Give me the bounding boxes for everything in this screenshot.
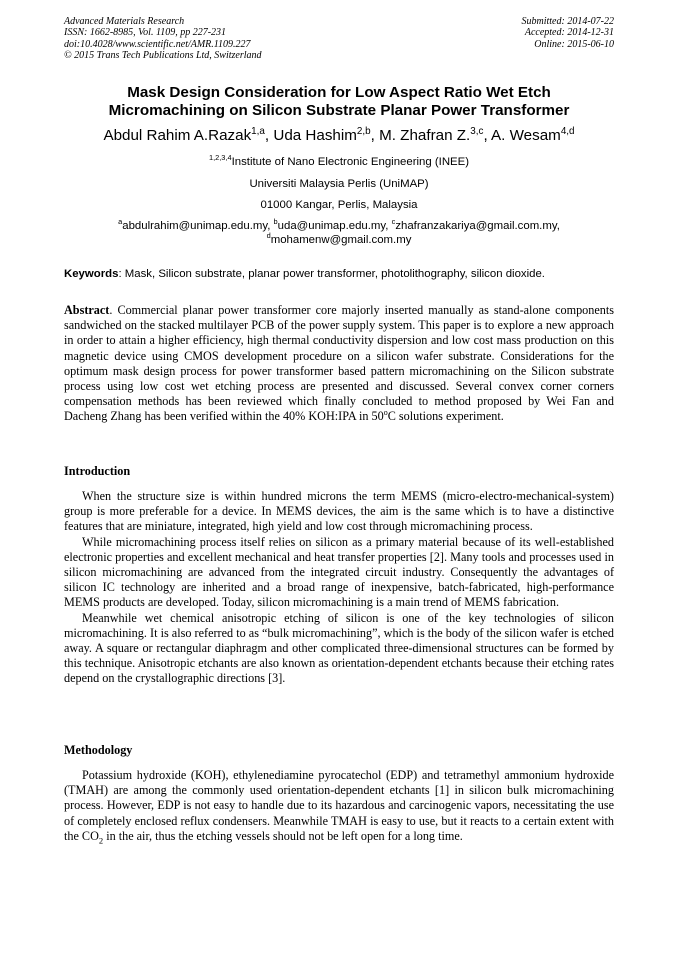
- affiliation-line-1: Institute of Nano Electronic Engineering (INEE): [231, 156, 470, 168]
- email-a-sup: a: [118, 217, 123, 227]
- author-4: , A. Wesam: [483, 127, 561, 144]
- author-4-sup: 4,d: [560, 125, 575, 137]
- methodology-paragraph-1: [64, 768, 614, 844]
- paper-title: [40, 84, 638, 120]
- methodology-heading: Methodology: [64, 743, 133, 757]
- author-3-sup: 3,c: [470, 125, 484, 137]
- author-2: , Uda Hashim: [264, 127, 357, 144]
- journal-doi: doi:10.4028/www.scientific.net/AMR.1109.227: [64, 38, 251, 50]
- affiliation-university: Universiti Malaysia Perlis (UniMAP): [249, 178, 429, 190]
- title-line-1: Mask Design Consideration for Low Aspect Ratio Wet Etch: [127, 84, 551, 101]
- co2-subscript: 2: [98, 835, 104, 846]
- email-b-sup: b: [273, 217, 278, 227]
- email-c-sup: c: [391, 217, 396, 227]
- keywords-label: Keywords: [64, 268, 119, 280]
- abstract-text-2: C solutions experiment.: [387, 409, 504, 424]
- abstract: [64, 303, 614, 425]
- introduction-body: [64, 489, 614, 687]
- email-line-2: [40, 233, 638, 247]
- author-3: , M. Zhafran Z.: [370, 127, 471, 144]
- email-b[interactable]: uda@unimap.edu.my,: [277, 220, 392, 232]
- methodology-body: [64, 768, 614, 844]
- journal-name: Advanced Materials Research: [64, 16, 185, 27]
- abstract-label: Abstract: [64, 303, 110, 317]
- email-line-1: [40, 219, 638, 233]
- submission-dates: [522, 16, 615, 50]
- affiliation-institute: [40, 155, 638, 169]
- affiliation-address: 01000 Kangar, Perlis, Malaysia: [260, 199, 418, 211]
- accepted-date: Accepted: 2014-12-31: [524, 27, 614, 39]
- methodology-text-1: Potassium hydroxide (KOH), ethylenediamine pyrocatechol (EDP) and tetramethyl ammonium hydroxide (TMAH) are among the commonly used orientation-dependent etchants [1] in silicon bulk micromachining process. However, EDP is not easy to handle due to its hazardous and carcinogenic vapors, necessitating the use of completely enclosed reflux condensers. Meanwhile TMAH is easy to use, but it reacts to a certain extent with the CO: [64, 768, 614, 843]
- introduction-paragraph-1: When the structure size is within hundred microns the term MEMS (micro-electro-mechanical-system) group is more preferable for a device. In MEMS devices, the aim is the same which is to have a distinctive features that are miniature, integrated, high yield and low cost through micromachining process.: [64, 489, 614, 534]
- journal-info: [64, 16, 262, 62]
- journal-issn: ISSN: 1662-8985, Vol. 1109, pp 227-231: [64, 27, 227, 39]
- introduction-paragraph-2: While micromachining process itself relies on silicon as a primary material because of its well-established electronic properties and excellent mechanical and heat transfer properties [2]. Many tools and processes used in silicon micromachining are advanced from the integrated circuit industry. Consequently the advantages of silicon IC technology are inherited and a broad range of inexpensive, batch-fabricated, high-performance MEMS products are developed. Today, silicon micromachining is a main trend of MEMS fabrication.: [64, 534, 614, 610]
- keywords: [64, 267, 624, 281]
- submitted-date: Submitted: 2014-07-22: [521, 16, 614, 27]
- journal-copyright: © 2015 Trans Tech Publications Ltd, Switzerland: [64, 50, 262, 62]
- methodology-text-2: in the air, thus the etching vessels should not be left open for a long time.: [103, 828, 463, 843]
- author-2-sup: 2,b: [356, 125, 371, 137]
- introduction-heading: Introduction: [64, 464, 131, 478]
- email-d-sup: d: [266, 231, 271, 241]
- author-1-sup: 1,a: [251, 125, 265, 137]
- email-a[interactable]: abdulrahim@unimap.edu.my,: [122, 220, 274, 232]
- online-date: Online: 2015-06-10: [534, 38, 614, 50]
- author-1: Abdul Rahim A.Razak: [103, 127, 252, 144]
- keywords-text: : Mask, Silicon substrate, planar power transformer, photolithography, silicon dioxide.: [118, 268, 545, 280]
- title-line-2: Micromachining on Silicon Substrate Planar Power Transformer: [108, 102, 570, 119]
- introduction-paragraph-3: Meanwhile wet chemical anisotropic etching of silicon is one of the key technologies of silicon micromachining. It is also referred to as “bulk micromachining”, which is the body of the silicon wafer is etched away. A square or rectangular diaphragm and other complicated three-dimensional structures can be formed by this technique. Anisotropic etchants are also known as orientation-dependent etchants because their etching rates depend on the crystallographic directions [3].: [64, 610, 614, 686]
- email-c[interactable]: zhafranzakariya@gmail.com.my,: [395, 220, 560, 232]
- author-list: [30, 126, 648, 146]
- email-d[interactable]: mohamenw@gmail.com.my: [270, 234, 412, 246]
- affiliation-sup: 1,2,3,4: [208, 153, 232, 163]
- abstract-degree: o: [383, 408, 388, 418]
- abstract-text-1: . Commercial planar power transformer core majorly inserted manually as stand-alone components sandwiched on the stacked multilayer PCB of the power supply system. This paper is to explore a new approach in order to attain a higher efficiency, high thermal conductivity dispersion and low cost mass production on this magnetic device using CMOS development procedure on a silicon wafer substrate. Considerations for the optimum mask design process for power transformer based pattern micromachining on the Silicon substrate process using low cost wet etching process are presented and discussed. Several convex corner corners compensation methods has been reviewed which finally concluded to method proposed by Wei Fan and Dacheng Zhang has been verified within the 40% KOH:IPA in 50: [64, 303, 614, 424]
